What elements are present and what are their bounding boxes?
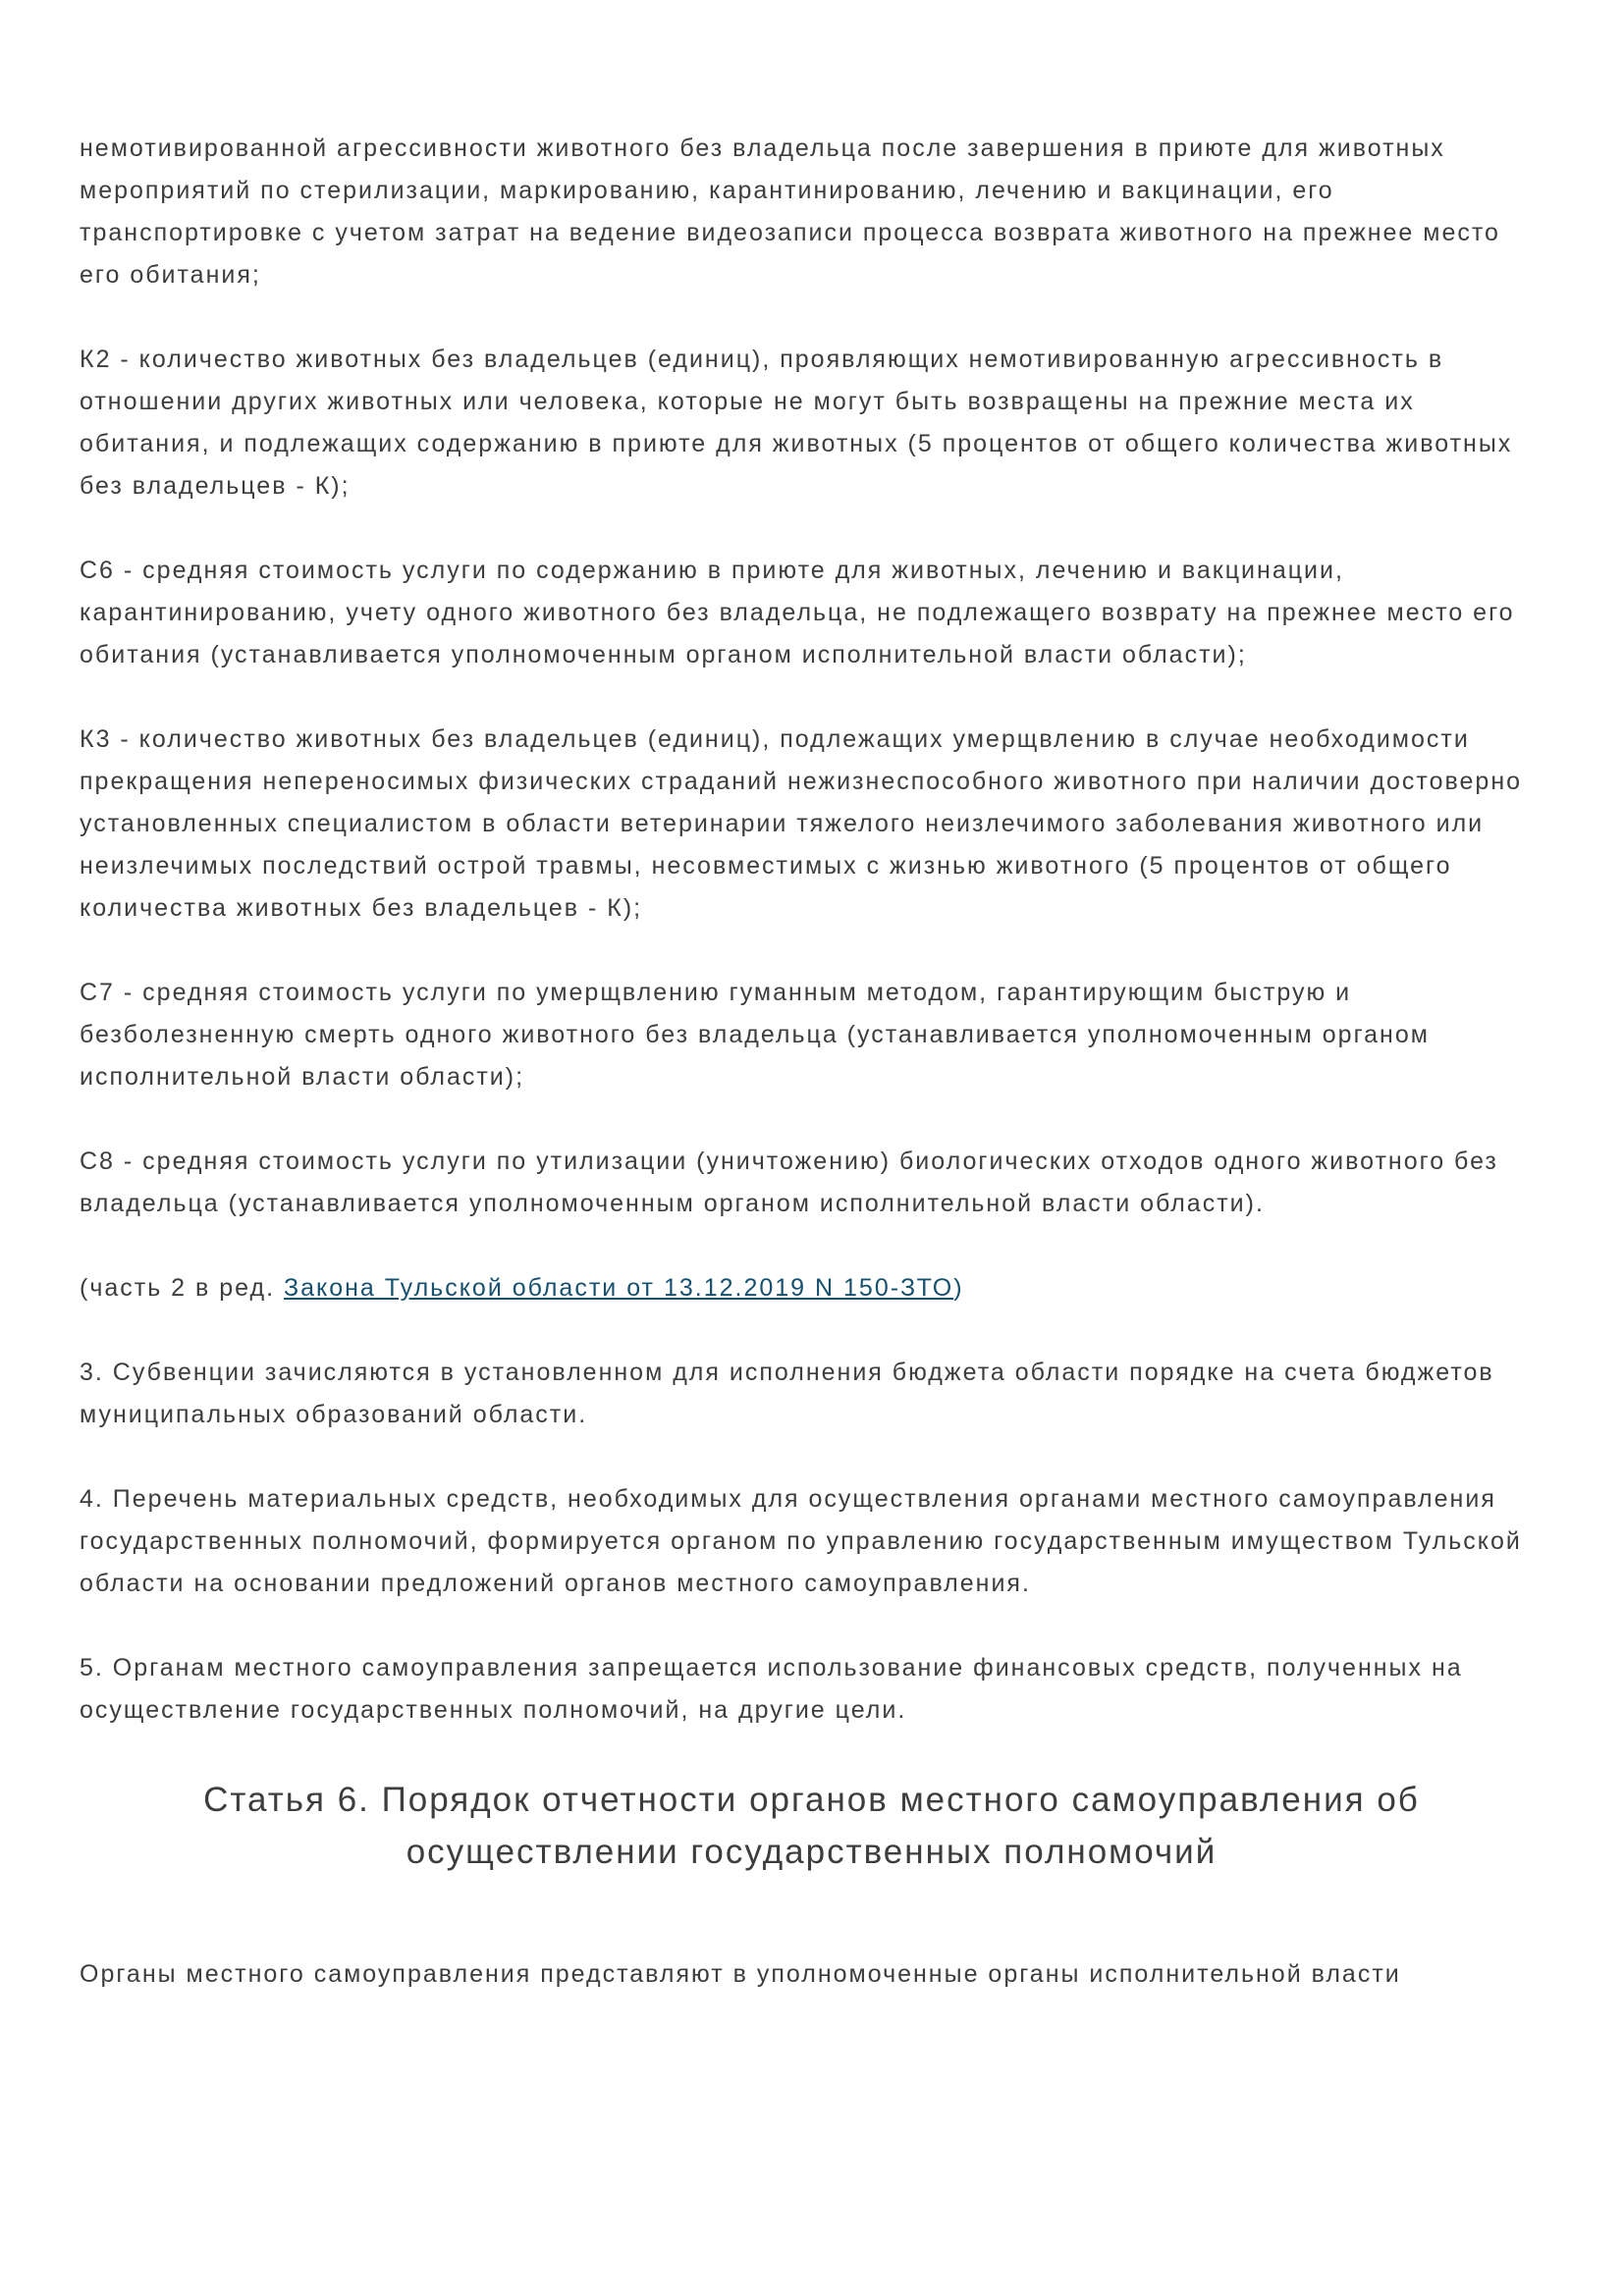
paragraph-3: 3. Субвенции зачисляются в установленном для исполнения бюджета области порядке на счета бюджетов муниципальных образований области. [80,1359,1494,1428]
paragraph-c7: С7 - средняя стоимость услуги по умерщвлению гуманным методом, гарантирующим быструю и безболезненную смерть одного животного без владельца (устанавливается уполномоченным органом исполнительной власти области); [80,979,1430,1091]
paragraph-c8: С8 - средняя стоимость услуги по утилизации (уничтожению) биологических отходов одного животного без владельца (устанавливается уполномоченным органом исполнительной власти области). [80,1148,1498,1217]
article-heading: Статья 6. Порядок отчетности органов местного самоуправления об осуществлении государственных полномочий [203,1781,1420,1871]
paragraph-c6: С6 - средняя стоимость услуги по содержанию в приюте для животных, лечению и вакцинации, карантинированию, учету одного животного без владельца, не подлежащего возврату на прежнее место его обитания (устанавливается уполномоченным органом исполнительной власти области); [80,557,1515,668]
law-link[interactable]: Закона Тульской области от 13.12.2019 N 150-ЗТО [284,1274,954,1302]
paragraph-k3: К3 - количество животных без владельцев (единиц), подлежащих умерщвлению в случае необходимости прекращения непереносимых физических страданий нежизнеспособного животного при наличии достоверно установленных специалистом в области ветеринарии тяжелого неизлечимого заболевания животного или неизлечимых последствий острой травмы, несовместимых с жизнью животного (5 процентов от общего количества животных без владельцев - К); [80,725,1523,922]
amendment-prefix: (часть 2 в ред. [80,1274,284,1302]
amendment-suffix: ) [953,1274,964,1302]
paragraph-article6-body: Органы местного самоуправления представляют в уполномоченные органы исполнительной власти [80,1960,1401,1988]
paragraph-4: 4. Перечень материальных средств, необходимых для осуществления органами местного самоуправления государственных полномочий, формируется органом по управлению государственным имуществом Тульской области на основании предложений органов местного самоуправления. [80,1485,1522,1597]
paragraph-5: 5. Органам местного самоуправления запрещается использование финансовых средств, полученных на осуществление государственных полномочий, на другие цели. [80,1654,1463,1724]
paragraph-k2: К2 - количество животных без владельцев (единиц), проявляющих немотивированную агрессивность в отношении других животных или человека, которые не могут быть возвращены на прежние места их обитания, и подлежащих содержанию в приюте для животных (5 процентов от общего количества животных без владельцев - К); [80,346,1513,500]
paragraph-continuation: немотивированной агрессивности животного без владельца после завершения в приюте для животных мероприятий по стерилизации, маркированию, карантинированию, лечению и вакцинации, его транспортировке с учетом затрат на ведение видеозаписи процесса возврата животного на прежнее место его обитания; [80,134,1500,289]
paragraph-amendment [80,1267,1543,1309]
